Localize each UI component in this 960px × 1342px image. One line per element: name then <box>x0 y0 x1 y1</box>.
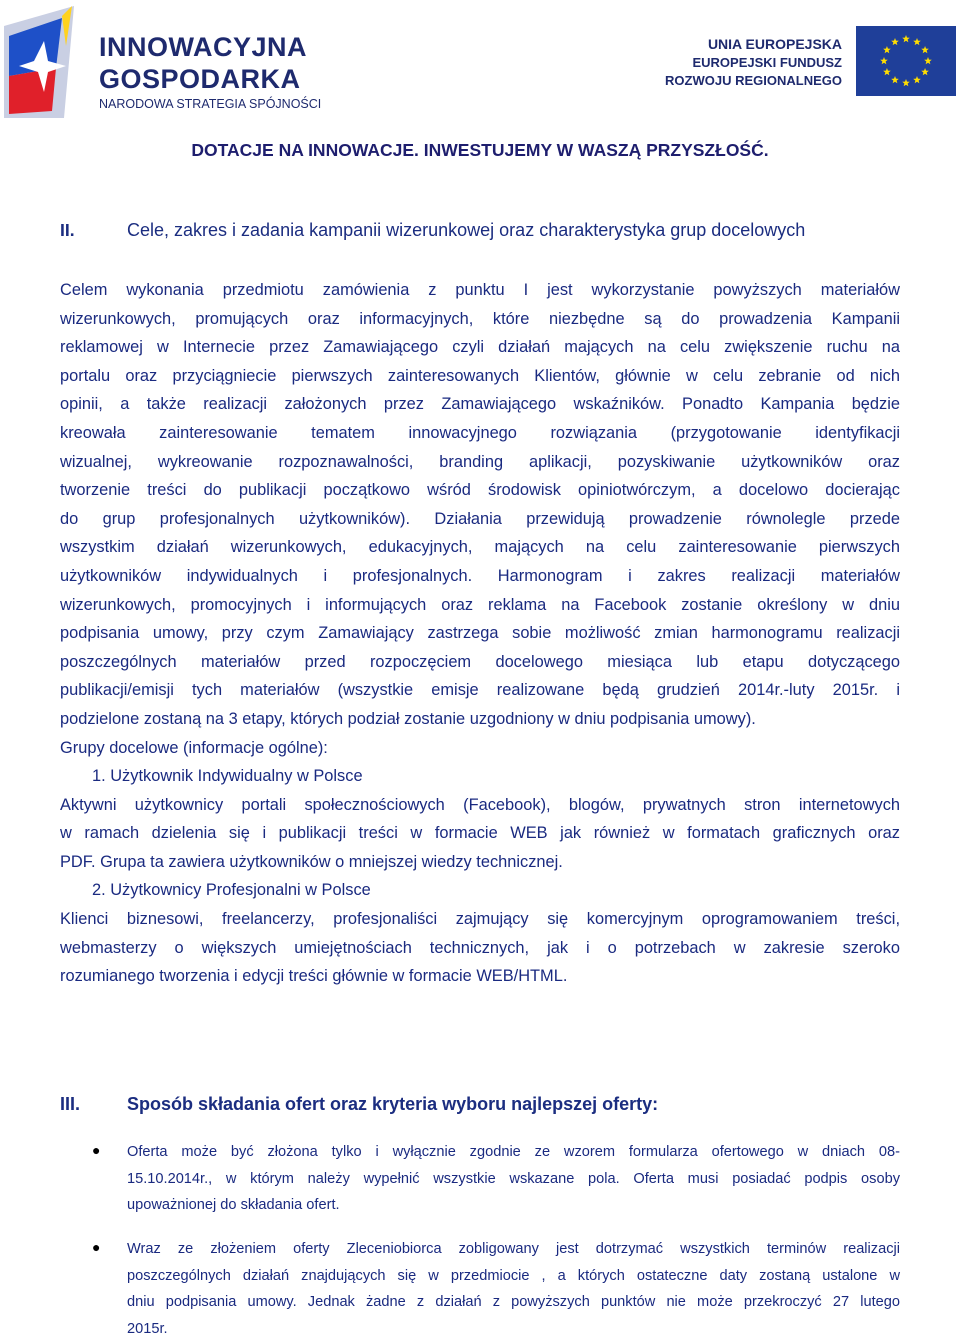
logo-line-1: INNOWACYJNA <box>99 34 307 61</box>
innowacyjna-gospodarka-logo <box>4 6 344 118</box>
bullet-icon: ● <box>92 1142 100 1158</box>
bullet-2-line: Wraz ze złożeniem oferty Zleceniobiorca zobligowany jest dotrzymać wszystkich terminów realizacji <box>127 1236 900 1263</box>
section-2-paragraph <box>60 276 900 991</box>
group-2-line: Klienci biznesowi, freelancerzy, profesjonaliści zajmujący się komercyjnym oprogramowaniem treści, <box>60 905 900 934</box>
eu-line-3: ROZWOJU REGIONALNEGO <box>665 72 842 90</box>
group-1-line: PDF. Grupa ta zawiera użytkowników o mniejszej wiedzy technicznej. <box>60 848 900 877</box>
paragraph-line: opinii, a także realizacji założonych przez Zamawiającego wskaźników. Ponadto Kampania będzie <box>60 390 900 419</box>
paragraph-line: kreowała zainteresowanie tematem innowacyjnego rozwiązania (przygotowanie identyfikacji <box>60 419 900 448</box>
group-1-title: 1. Użytkownik Indywidualny w Polsce <box>60 762 900 791</box>
eu-line-1: UNIA EUROPEJSKA <box>665 35 842 54</box>
paragraph-line: Celem wykonania przedmiotu zamówienia z punktu I jest wykorzystanie powyższych materiałów <box>60 276 900 305</box>
section-3-number: III. <box>60 1094 80 1115</box>
paragraph-line: użytkowników indywidualnych i profesjonalnych. Harmonogram i zakres realizacji materiałów <box>60 562 900 591</box>
bullet-1-line: 15.10.2014r., w którym należy wypełnić wszystkie wskazane pola. Oferta musi posiadać podpis osoby <box>127 1166 900 1193</box>
bullet-2 <box>127 1236 900 1342</box>
group-2-line: rozumianego tworzenia i edycji treści głównie w formacie WEB/HTML. <box>60 962 900 991</box>
eu-line-2: EUROPEJSKI FUNDUSZ <box>665 54 842 72</box>
section-3-title: Sposób składania ofert oraz kryteria wyboru najlepszej oferty: <box>127 1094 658 1115</box>
logo-line-3: NARODOWA STRATEGIA SPÓJNOŚCI <box>99 98 321 111</box>
logo-line-2: GOSPODARKA <box>99 66 301 93</box>
paragraph-line: podpisania umowy, przy czym Zamawiający zastrzega sobie możliwość zmian harmonogramu realizacji <box>60 619 900 648</box>
paragraph-line: poszczególnych materiałów przed rozpoczęciem docelowego miesiąca lub etapu dotyczącego <box>60 648 900 677</box>
group-2-title: 2. Użytkownicy Profesjonalni w Polsce <box>60 876 900 905</box>
paragraph-line: do grup profesjonalnych użytkowników). Działania przewidują prowadzenie równolegle przede <box>60 505 900 534</box>
eu-flag-icon <box>856 26 956 96</box>
paragraph-line: tworzenie treści do publikacji początkowo wśród środowisk opiniotwórczym, a docelowo docierając <box>60 476 900 505</box>
paragraph-line: wizualnej, wykreowanie rozpoznawalności, branding aplikacji, pozyskiwanie użytkowników oraz <box>60 448 900 477</box>
bullet-1-line: upoważnionej do składania ofert. <box>127 1192 900 1219</box>
bullet-1-line: Oferta może być złożona tylko i wyłącznie zgodnie ze wzorem formularza ofertowego w dniach 08- <box>127 1139 900 1166</box>
bullet-2-line: poszczególnych działań znajdujących się w przedmiocie , a których ostateczne daty zostaną ustalone w <box>127 1263 900 1290</box>
group-2-line: webmasterzy o większych umiejętnościach technicznych, jak i o potrzebach w zakresie szeroko <box>60 934 900 963</box>
bullet-icon: ● <box>92 1239 100 1255</box>
section-2-title: Cele, zakres i zadania kampanii wizerunkowej oraz charakterystyka grup docelowych <box>127 220 805 241</box>
group-1-line: w ramach dzielenia się i publikacji treści w formacie WEB jak również w formatach graficznych oraz <box>60 819 900 848</box>
section-2-number: II. <box>60 220 75 241</box>
paragraph-line: podzielone zostaną na 3 etapy, których podział zostanie uzgodniony w dniu podpisania umowy). <box>60 705 900 734</box>
bullet-1 <box>127 1139 900 1219</box>
paragraph-line: wizerunkowych, promujących oraz informacyjnych, które niezbędne są do prowadzenia Kampanii <box>60 305 900 334</box>
groups-heading: Grupy docelowe (informacje ogólne): <box>60 734 900 763</box>
slogan: DOTACJE NA INNOWACJE. INWESTUJEMY W WASZĄ PRZYSZŁOŚĆ. <box>0 140 960 161</box>
paragraph-line: portalu oraz przyciągniecie pierwszych zainteresowanych Klientów, głównie w celu zebranie od nich <box>60 362 900 391</box>
paragraph-line: publikacji/emisji tych materiałów (wszystkie emisje realizowane będą grudzień 2014r.-luty 2015r. i <box>60 676 900 705</box>
logo-emblem-icon <box>4 6 99 118</box>
group-1-line: Aktywni użytkownicy portali społecznościowych (Facebook), blogów, prywatnych stron internetowych <box>60 791 900 820</box>
bullet-2-line: 2015r. <box>127 1316 900 1342</box>
eu-logo-text <box>665 35 842 90</box>
paragraph-line: wszystkim działań wizerunkowych, edukacyjnych, mających na celu zainteresowanie pierwszych <box>60 533 900 562</box>
paragraph-line: wizerunkowych, promocyjnych i informujących oraz reklama na Facebook zostanie określony w dniu <box>60 591 900 620</box>
bullet-2-line: dniu podpisania umowy. Jednak żadne z działań z powyższych punktów nie może przekroczyć 27 lutego <box>127 1289 900 1316</box>
paragraph-line: reklamowej w Internecie przez Zamawiającego czyli działań mających na celu zwiększenie ruchu na <box>60 333 900 362</box>
